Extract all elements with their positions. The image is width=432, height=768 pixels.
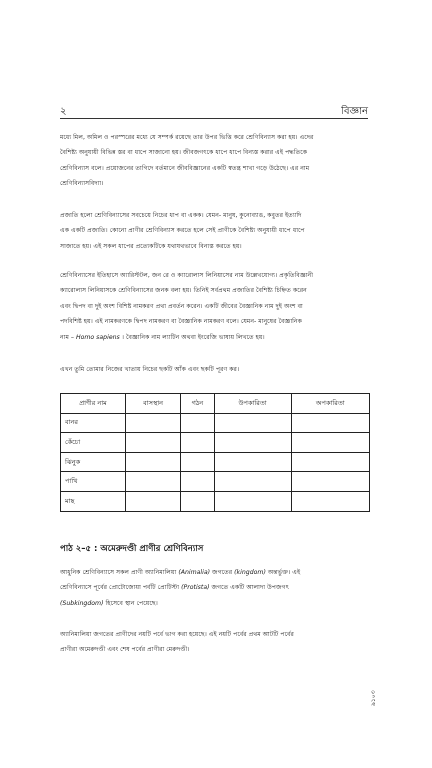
table-row <box>61 413 370 433</box>
text-line: পদবিশিষ্ট হয়। এই নামকরণকে দ্বিপদ নামকরণ বা বৈজ্ঞানিক নামকরণ বলে। যেমন- মানুষের বৈজ্ঞানিক <box>60 318 302 326</box>
text-line: প্রাণীরা অমেরুদণ্ডী এবং শেষ পর্বের প্রাণীরা মেরুদণ্ডী। <box>60 646 190 654</box>
text-segment: অন্তর্ভুক্ত। এই <box>265 569 301 576</box>
text-segment: জগতে একটি আলাদা উপজগৎ <box>209 584 289 592</box>
empty-cell <box>126 413 181 433</box>
animal-name-cell: ঝিনুক <box>61 452 126 472</box>
text-line: এখন তুমি তোমার নিজের খাতায় নিচের ছকটি আঁক এবং ছকটি পূরণ কর। <box>60 366 240 373</box>
empty-cell <box>214 472 291 492</box>
scientific-term: (Subkingdom) <box>60 599 104 607</box>
text-line: শ্রেণিবিন্যাসবিদ্যা। <box>60 180 104 188</box>
text-line: বৈশিষ্ট্য অনুযায়ী বিভিন্ন স্তর বা ধাপে সাজানো হয়। জীবজগৎকে ধাপে ধাপে বিন্যস্ত করার এই পদ্ধতিকে <box>60 149 308 157</box>
text-segment: । বৈজ্ঞানিক নাম ল্যাটিন অথবা ইংরেজি ভাষায় লিখতে হয়। <box>119 333 265 341</box>
empty-cell <box>291 491 369 511</box>
empty-cell <box>291 413 369 433</box>
text-line: শ্রেণিবিন্যাসের ইতিহাসে অ্যারিস্টটল, জন রে ও ক্যারোলাস লিনিয়াসের নাম উল্লেখযোগ্য। প্রকৃতিবিজ্ঞানী <box>60 272 314 279</box>
text-line: অ্যানিমালিয়া জগতের প্রাণীদের নয়টি পর্বে ভাগ করা হয়েছে। এই নয়টি পর্বের প্রথম আটটি পর্বের <box>60 631 294 638</box>
subject-title: বিজ্ঞান <box>341 106 368 117</box>
text-line: ক্যারোলাস লিনিয়াসকে শ্রেণিবিন্যাসের জনক বলা হয়। তিনিই সর্বপ্রথম প্রজাতির বৈশিষ্ট্য চিহ্নিত করেন <box>60 287 307 295</box>
lesson-heading: পাঠ ২–৫ : অমেরুদণ্ডী প্রাণীর শ্রেণিবিন্যাস <box>60 544 204 554</box>
paragraph-classification-intro <box>60 130 370 192</box>
column-header: অপকারিতা <box>291 394 369 414</box>
paragraph-phyla <box>60 627 370 658</box>
empty-cell <box>291 433 369 453</box>
paragraph-species <box>60 208 370 254</box>
text-line <box>60 596 370 611</box>
text-segment: হিসেবে স্থান পেয়েছে। <box>103 599 158 607</box>
table-row <box>61 452 370 472</box>
table-row <box>61 472 370 492</box>
animal-table <box>60 393 370 512</box>
column-header: প্রাণীর নাম <box>61 394 126 414</box>
table-row <box>61 491 370 511</box>
table-row <box>61 433 370 453</box>
text-segment: নাম – <box>60 333 76 341</box>
empty-cell <box>181 472 214 492</box>
text-line: প্রজাতি হলো শ্রেণিবিন্যাসের সবচেয়ে নিচের ধাপ বা একক। যেমন- মানুষ, কুনোব্যাঙ, কবুতর ইত্যাদি <box>60 212 302 219</box>
header-rule <box>60 118 368 119</box>
animal-name-cell: মাছ <box>61 491 126 511</box>
animal-name-cell: পাখি <box>61 472 126 492</box>
empty-cell <box>126 452 181 472</box>
paragraph-animalia <box>60 565 370 611</box>
column-header: গঠন <box>181 394 214 414</box>
text-line: সাজাতে হয়। এই সকল ধাপের প্রত্যেকটিকে যথাযথভাবে বিন্যস্ত করতে হয়। <box>60 242 242 250</box>
paragraph-history <box>60 268 370 345</box>
paragraph-instruction <box>60 362 370 377</box>
text-segment: শ্রেণিবিন্যাসে পূর্বের প্রোটোজোয়া পর্বটি প্রোটিস্টা <box>60 584 182 592</box>
page-number: ২ <box>60 106 67 117</box>
footer-code <box>368 682 380 706</box>
text-line <box>60 565 370 580</box>
empty-cell <box>291 452 369 472</box>
empty-cell <box>126 491 181 511</box>
empty-cell <box>181 452 214 472</box>
text-segment: আধুনিক শ্রেণিবিন্যাসে সকল প্রাণী অ্যানিমালিয়া <box>60 569 179 576</box>
empty-cell <box>126 433 181 453</box>
empty-cell <box>214 491 291 511</box>
footer-code-text: ৯১০৩ <box>370 690 377 706</box>
column-header: উপকারিতা <box>214 394 291 414</box>
table-header-row <box>61 394 370 414</box>
text-line <box>60 580 370 595</box>
animal-name-cell: বানর <box>61 413 126 433</box>
scientific-term: (Animalia) <box>178 569 211 576</box>
scientific-name: Homo sapiens <box>75 333 120 341</box>
text-line: মধ্যে মিল, অমিল ও পরস্পরের মধ্যে যে সম্পর্ক রয়েছে তার উপর ভিত্তি করে শ্রেণিবিন্যাস করা হয়। এদের <box>60 134 314 141</box>
empty-cell <box>181 413 214 433</box>
empty-cell <box>214 413 291 433</box>
text-segment: জগতের <box>210 569 235 576</box>
text-line: এক একটি প্রজাতি। কোনো প্রাণীর শ্রেণিবিন্যাস করতে হলে সেই প্রাণীকে বৈশিষ্ট্য অনুযায়ী ধাপে ধাপে <box>60 227 305 235</box>
empty-cell <box>181 491 214 511</box>
text-line: এবং দ্বিপদ বা দুই অংশ বিশিষ্ট নামকরণ প্রথা প্রবর্তন করেন। একটি জীবের বৈজ্ঞানিক নাম দুই অংশ বা <box>60 302 303 310</box>
empty-cell <box>126 472 181 492</box>
scientific-term: (Protista) <box>181 584 210 592</box>
text-line <box>60 330 370 345</box>
text-line: শ্রেণিবিন্যাস বলে। প্রয়োজনের তাগিদে বর্তমানে জীববিজ্ঞানের একটি স্বতন্ত্র শাখা গড়ে উঠেছে। এর নাম <box>60 164 310 172</box>
empty-cell <box>214 452 291 472</box>
scientific-term: (kingdom) <box>234 569 266 576</box>
empty-cell <box>291 472 369 492</box>
empty-cell <box>181 433 214 453</box>
animal-name-cell: কেঁচো <box>61 433 126 453</box>
column-header: বাসস্থান <box>126 394 181 414</box>
empty-cell <box>214 433 291 453</box>
